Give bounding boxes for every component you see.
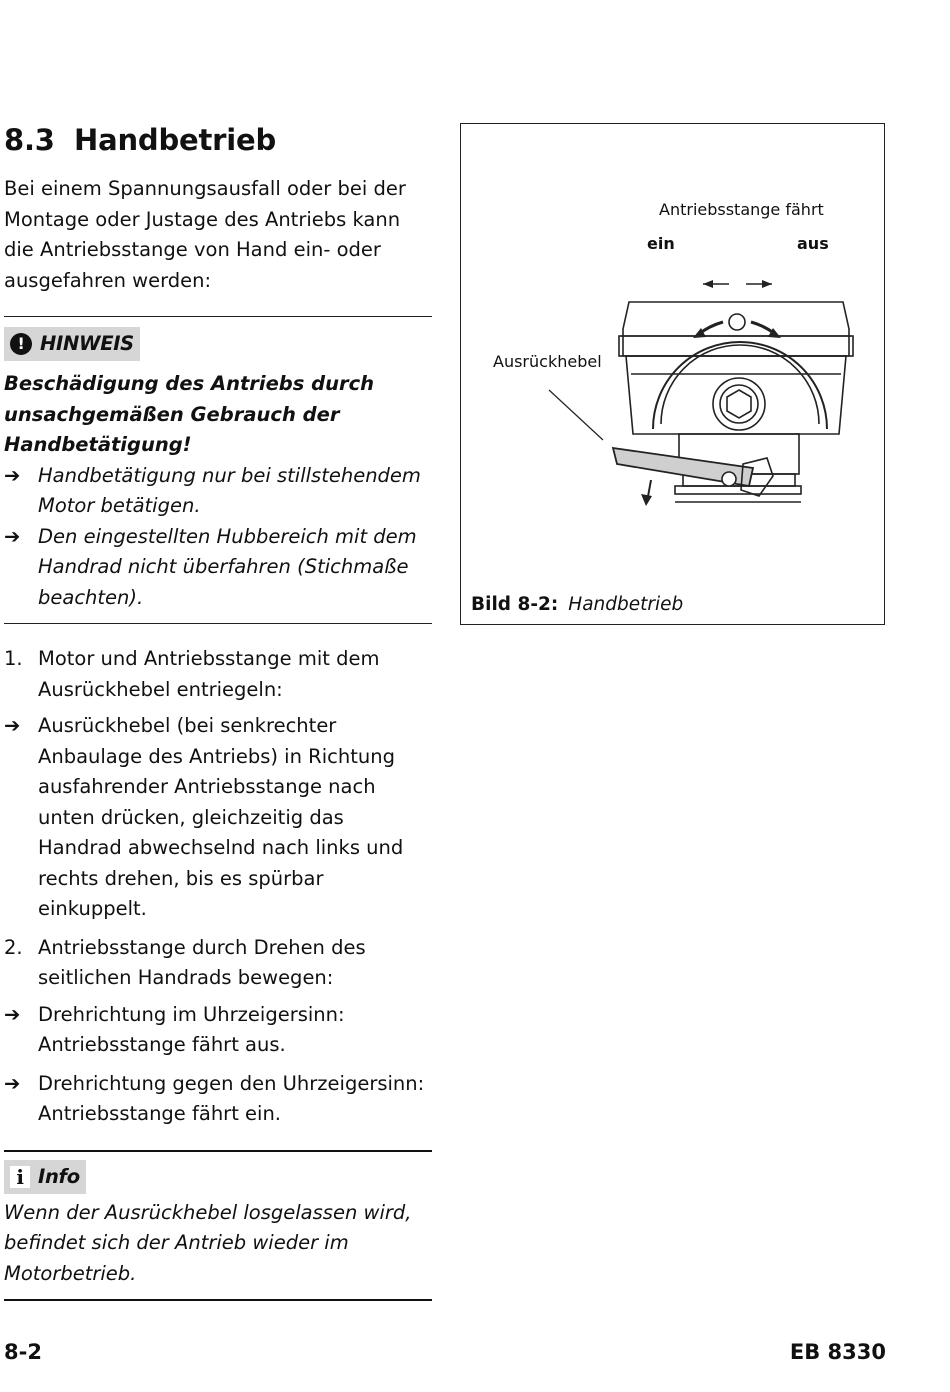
info-label: Info xyxy=(38,1164,80,1188)
exclamation-icon: ! xyxy=(10,333,32,355)
step-subitem xyxy=(4,1000,432,1061)
notice-bottom-rule xyxy=(4,623,432,624)
hub-nut xyxy=(727,390,751,418)
info-icon: i xyxy=(10,1166,30,1188)
arrow-out-head xyxy=(762,280,772,288)
label-in: ein xyxy=(647,234,675,253)
step-number: 1. xyxy=(4,647,23,670)
section-title: Handbetrieb xyxy=(74,123,277,157)
info-badge xyxy=(4,1160,86,1194)
step-subitem-text: Drehrichtung im Uhrzeigersinn: Antriebsstange fährt aus. xyxy=(38,1002,345,1056)
info-top-rule xyxy=(4,1150,432,1152)
info-box xyxy=(4,1160,432,1290)
arrow-icon: ➔ xyxy=(4,1071,21,1095)
step-subitem-text: Ausrückhebel (bei senkrechter Anbaulage des Antriebs) in Richtung ausfahrender Antriebsstange nach unten drücken, gleichzeitig das Handrad abwechselnd nach links und rechts drehen, bis es spürbar einkuppelt. xyxy=(38,714,404,920)
main-column xyxy=(4,120,432,1301)
step-text: Antriebsstange durch Drehen des seitlichen Handrads bewegen: xyxy=(38,935,366,989)
step-subitem xyxy=(4,711,432,925)
arrow-icon: ➔ xyxy=(4,1002,21,1026)
label-release-lever: Ausrückhebel xyxy=(493,352,602,371)
push-arrow-head xyxy=(641,494,652,506)
intro-paragraph: Bei einem Spannungsausfall oder bei der Montage oder Justage des Antriebs kann die Antriebsstange von Hand ein- oder ausgefahren werden: xyxy=(4,177,406,292)
document-id: EB 8330 xyxy=(789,1340,886,1364)
step-subitem-text: Drehrichtung gegen den Uhrzeigersinn: Antriebsstange fährt ein. xyxy=(38,1071,425,1125)
arrow-icon: ➔ xyxy=(4,524,21,548)
label-out: aus xyxy=(797,234,829,253)
label-drive-stem: Antriebsstange fährt xyxy=(659,200,824,219)
page-number: 8-2 xyxy=(4,1340,42,1364)
notice-item xyxy=(4,522,432,614)
notice-item xyxy=(4,461,432,522)
info-text: Wenn der Ausrückhebel losgelassen wird, befindet sich der Antrieb wieder im Motorbetrieb. xyxy=(4,1200,412,1285)
housing-band xyxy=(619,336,853,356)
handwheel-knob xyxy=(729,314,745,330)
notice-item-text: Handbetätigung nur bei stillstehendem Motor betätigen. xyxy=(38,463,421,517)
caption-number: Bild 8-2: xyxy=(471,594,559,615)
notice-item-text: Den eingestellten Hubbereich mit dem Handrad nicht überfahren (Stichmaße beachten). xyxy=(38,524,417,609)
steps-list xyxy=(4,644,432,1130)
lever-pivot xyxy=(722,472,736,486)
arrow-icon: ➔ xyxy=(4,714,21,737)
section-heading xyxy=(4,120,432,160)
step-number: 2. xyxy=(4,935,23,959)
base-plate xyxy=(675,486,801,494)
notice-headline: Beschädigung des Antriebs durch unsachgemäßen Gebrauch der Handbetätigung! xyxy=(4,372,375,456)
info-bottom-rule xyxy=(4,1299,432,1301)
lever-leader-line xyxy=(549,390,603,440)
figure-caption xyxy=(471,594,683,615)
step-text: Motor und Antriebsstange mit dem Ausrückhebel entriegeln: xyxy=(38,647,380,701)
arrow-in-head xyxy=(703,280,713,288)
step-subitem xyxy=(4,1069,432,1130)
notice-box xyxy=(4,327,432,613)
notice-badge xyxy=(4,327,140,361)
section-number: 8.3 xyxy=(4,123,55,157)
arrow-icon: ➔ xyxy=(4,463,21,487)
notice-label: HINWEIS xyxy=(40,332,134,355)
figure-handbetrieb xyxy=(460,123,885,625)
step-item xyxy=(4,644,432,705)
step-item xyxy=(4,933,432,994)
caption-title: Handbetrieb xyxy=(568,594,684,615)
notice-top-rule xyxy=(4,316,432,317)
